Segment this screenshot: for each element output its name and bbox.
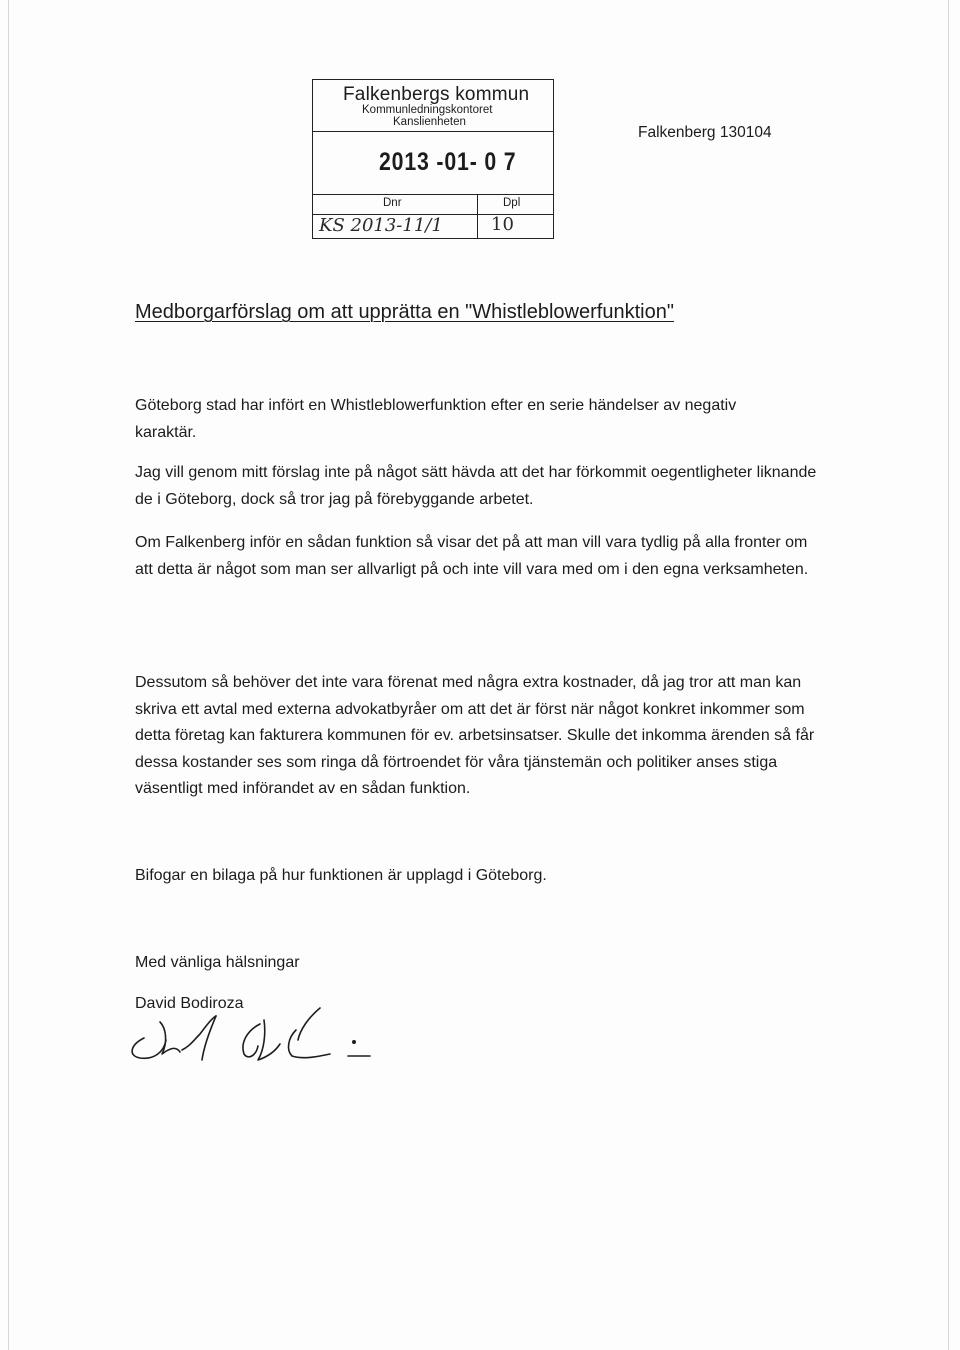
- stamp-divider: [477, 195, 478, 239]
- stamp-dpl-value: 10: [491, 214, 514, 235]
- stamp-reference-row: [313, 194, 553, 238]
- paragraph-2: Jag vill genom mitt förslag inte på något sätt hävda att det har förkommit oegentligheter liknande de i Göteborg, dock så tror jag på förebyggande arbetet.: [135, 464, 817, 508]
- paragraph-3: Om Falkenberg inför en sådan funktion så visar det på att man vill vara tydlig på alla fronter om att detta är något som man ser allvarligt på och inte vill vara med om i den egna verksamheten.: [135, 534, 809, 578]
- document-title: Medborgarförslag om att upprätta en "Whistleblowerfunktion": [135, 301, 674, 323]
- closing-greeting: Med vänliga hälsningar: [135, 954, 300, 971]
- stamp-received-date: 2013 -01- 0 7: [379, 148, 517, 176]
- handwritten-signature: [120, 990, 380, 1070]
- paragraph-1: Göteborg stad har infört en Whistleblowerfunktion efter en serie händelser av negativ karaktär.: [135, 397, 737, 441]
- place-and-date: Falkenberg 130104: [638, 124, 772, 141]
- signer-name: David Bodiroza: [135, 995, 244, 1012]
- stamp-header: [313, 80, 553, 132]
- registration-stamp: [312, 79, 554, 239]
- stamp-org-name: Falkenbergs kommun: [343, 84, 530, 105]
- stamp-dnr-value: KS 2013-11/1: [319, 215, 443, 236]
- scan-edge-left: [8, 0, 9, 1350]
- stamp-department: Kanslienheten: [393, 116, 466, 128]
- stamp-dpl-label: Dpl: [503, 197, 521, 209]
- paragraph-5: Bifogar en bilaga på hur funktionen är upplagd i Göteborg.: [135, 867, 547, 884]
- stamp-dnr-label: Dnr: [383, 197, 402, 209]
- paragraph-4: Dessutom så behöver det inte vara förenat med några extra kostnader, då jag tror att man kan skriva ett avtal med externa advokatbyråer om att det är först när något konkret inkommer som detta företag kan fakturera kommunen för ev. arbetsinsatser. Skulle det inkomma ärenden så får dessa kostander ses som ringa då förtroendet för våra tjänstemän och politiker anses stiga väsentligt med införandet av en sådan funktion.: [135, 674, 815, 797]
- stamp-unit: Kommunledningskontoret: [362, 104, 493, 116]
- scan-edge-right: [948, 0, 949, 1350]
